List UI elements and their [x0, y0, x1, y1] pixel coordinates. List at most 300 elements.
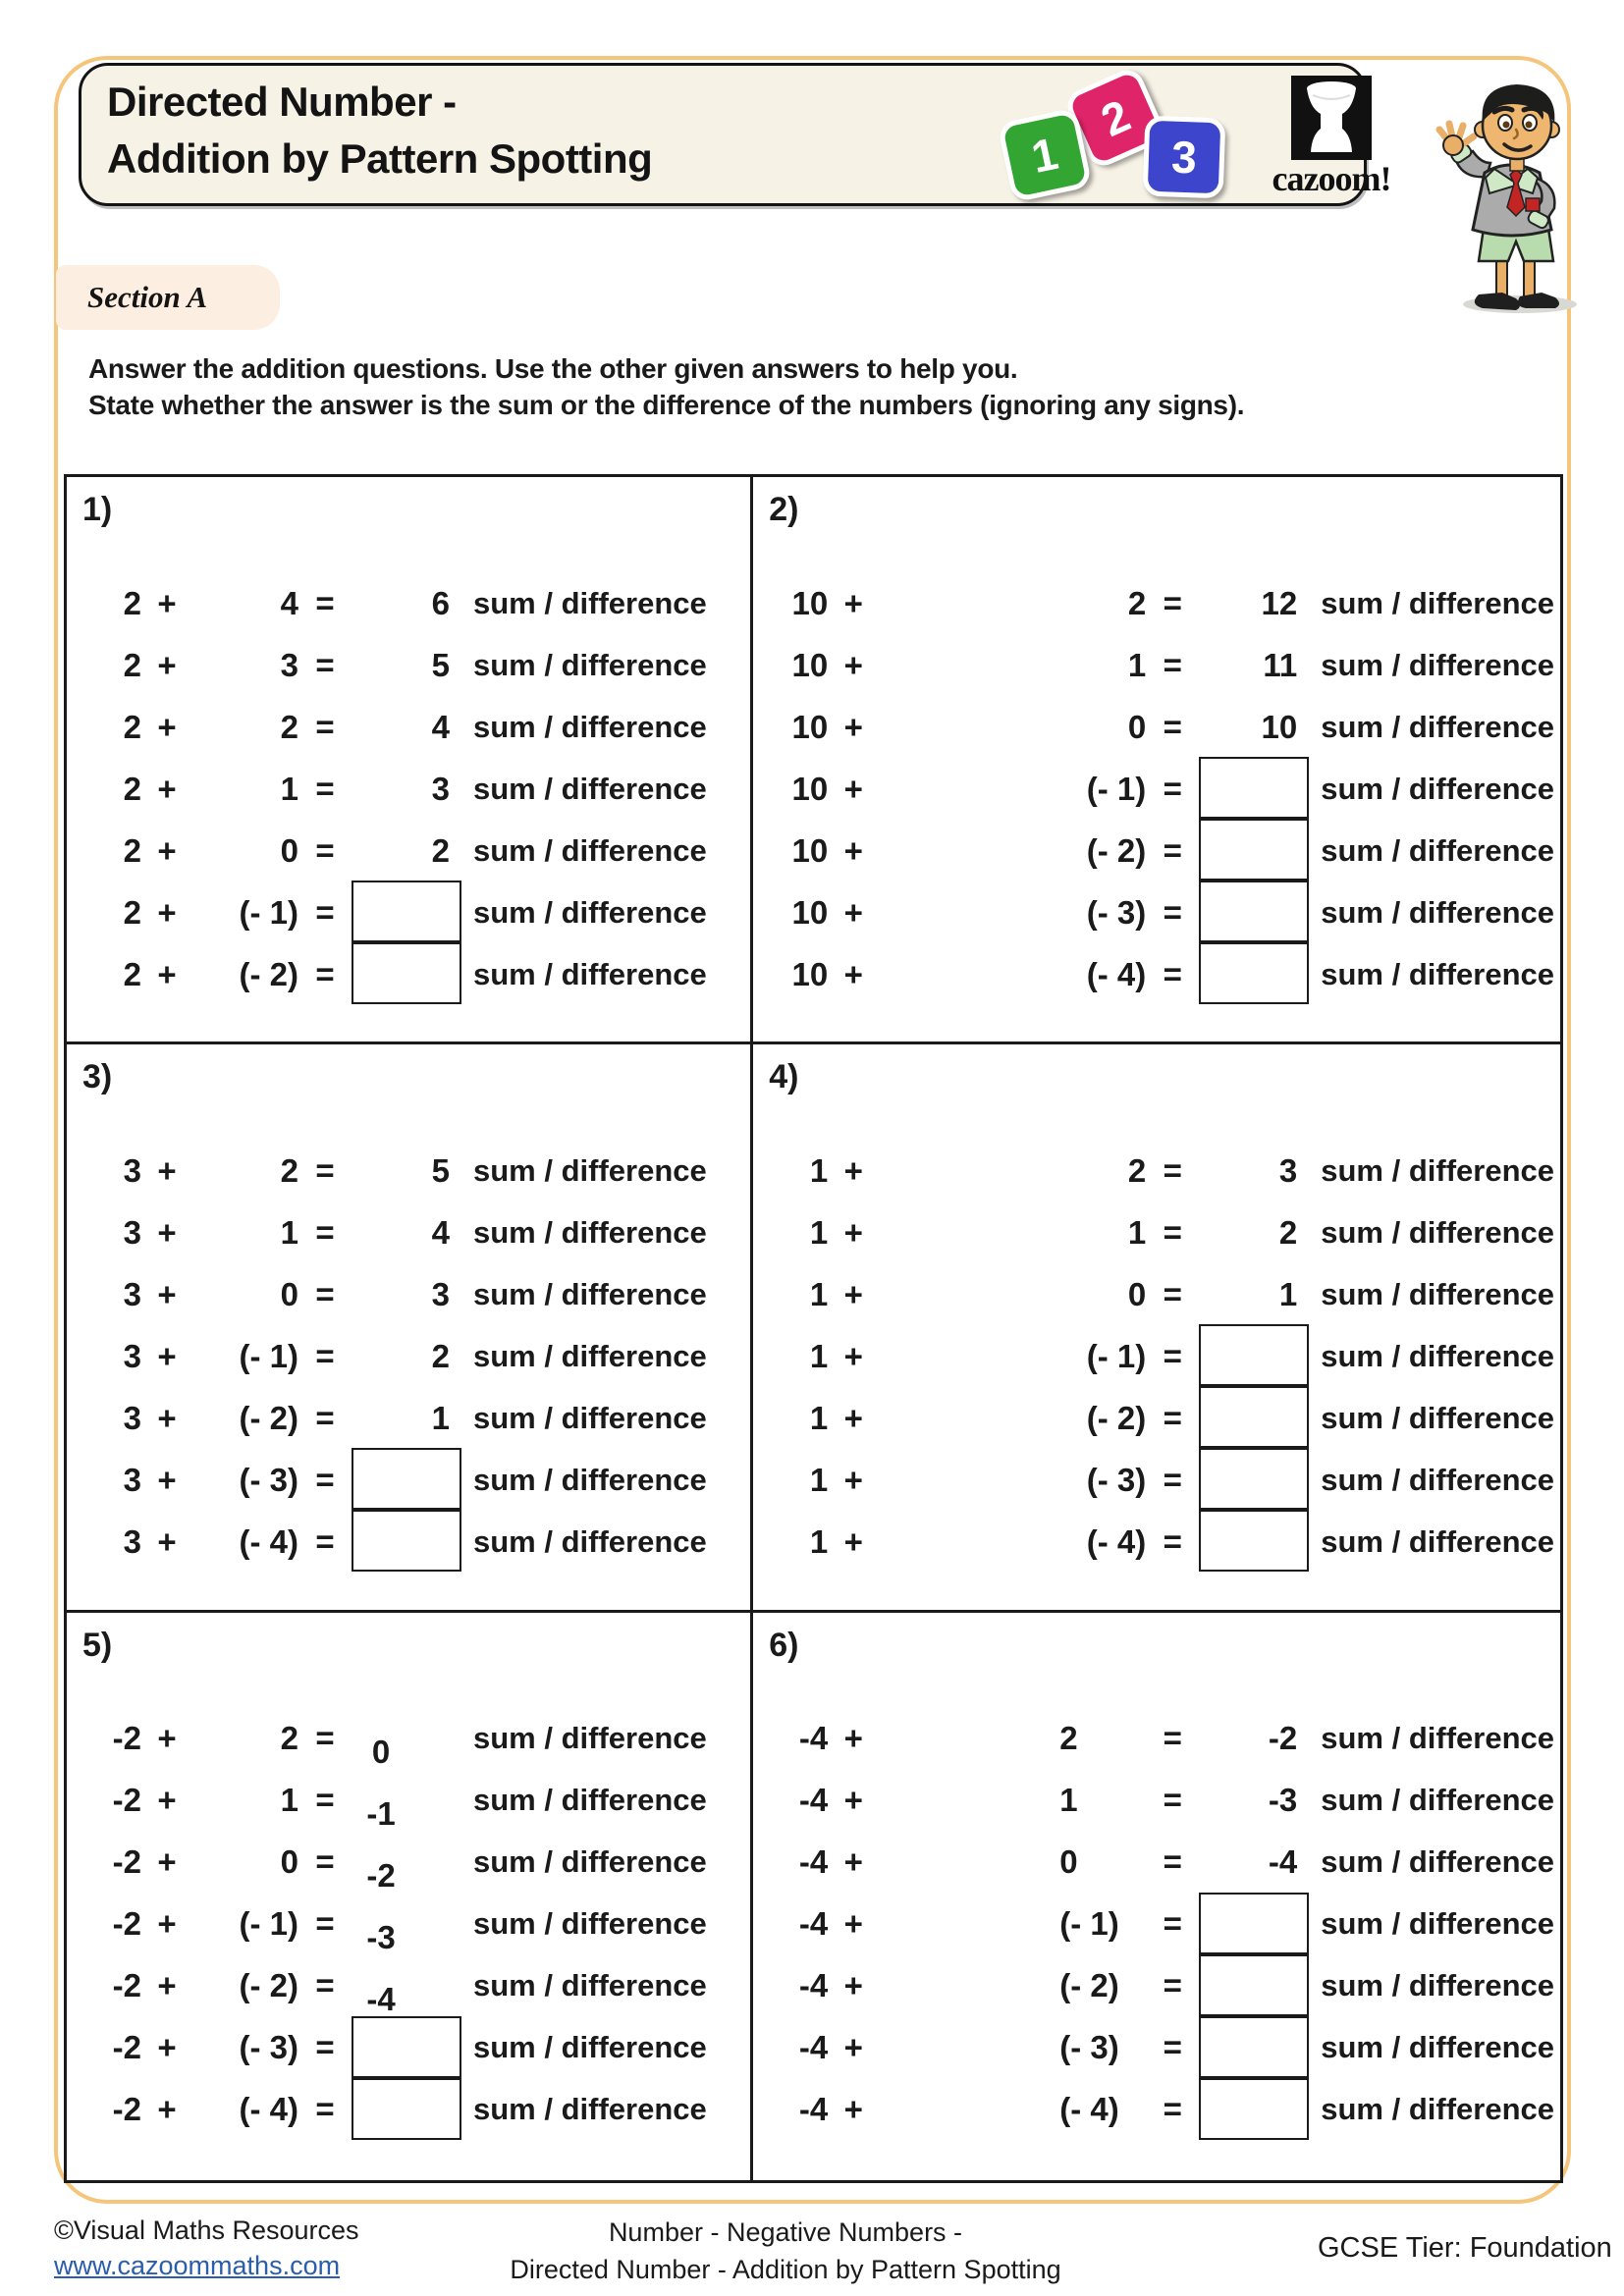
operand-1: 3	[123, 1213, 141, 1251]
sum-difference-label: sum / difference	[473, 709, 707, 744]
answer-box[interactable]	[1199, 942, 1309, 1004]
operand-1: 10	[791, 955, 829, 992]
problem-row	[94, 696, 744, 758]
operand-1: -4	[798, 1782, 829, 1819]
sum-difference-label: sum / difference	[1321, 2092, 1554, 2127]
plus-operator: +	[843, 1151, 863, 1189]
answer-value: 4	[431, 708, 450, 745]
problem-row	[94, 2079, 744, 2141]
operand-2: (- 4)	[1059, 2091, 1119, 2128]
number-tile-1	[997, 107, 1092, 202]
plus-operator: +	[157, 893, 177, 931]
equals-sign: =	[315, 584, 335, 621]
operand-1: 2	[123, 831, 141, 869]
section-a-label: Section A	[56, 265, 280, 330]
problem-row	[94, 1387, 744, 1449]
problem-row	[94, 1894, 744, 1955]
section-number: 2)	[769, 491, 799, 528]
operand-2: 1	[1059, 1782, 1078, 1819]
sum-difference-label: sum / difference	[1321, 832, 1554, 868]
answer-box[interactable]	[1199, 819, 1309, 881]
operand-2: 2	[1127, 584, 1147, 621]
sum-difference-label: sum / difference	[473, 2030, 707, 2065]
equals-sign: =	[1163, 770, 1182, 807]
boy-icon	[1422, 61, 1595, 318]
answer-value: 5	[431, 1151, 450, 1189]
operand-1: -4	[798, 1905, 829, 1943]
problem-row	[94, 572, 744, 634]
problem-row	[781, 943, 1554, 1005]
sum-difference-label: sum / difference	[1321, 1783, 1554, 1818]
plus-operator: +	[157, 770, 177, 807]
operand-2: (- 4)	[239, 1522, 298, 1560]
plus-operator: +	[843, 1522, 863, 1560]
operand-1: 10	[791, 831, 829, 869]
problem-section	[67, 1044, 753, 1612]
operand-2: 0	[1127, 1275, 1147, 1312]
plus-operator: +	[157, 1275, 177, 1312]
equals-sign: =	[315, 1213, 335, 1251]
equals-sign: =	[1163, 1967, 1182, 2004]
plus-operator: +	[157, 831, 177, 869]
sum-difference-label: sum / difference	[473, 1338, 707, 1373]
answer-value: 1	[431, 1399, 450, 1436]
problem-row	[94, 1770, 744, 1832]
section-rows	[781, 1708, 1554, 2141]
answer-box[interactable]	[352, 2078, 461, 2140]
equals-sign: =	[315, 1275, 335, 1312]
section-number: 1)	[82, 491, 113, 528]
problem-row	[94, 1832, 744, 1894]
problem-row	[781, 2079, 1554, 2141]
plus-operator: +	[843, 708, 863, 745]
sum-difference-label: sum / difference	[473, 771, 707, 806]
answer-value: 3	[431, 770, 450, 807]
operand-1: 3	[123, 1399, 141, 1436]
problem-row	[781, 1325, 1554, 1387]
sum-difference-label: sum / difference	[1321, 771, 1554, 806]
plus-operator: +	[843, 584, 863, 621]
problem-row	[781, 758, 1554, 820]
equals-sign: =	[315, 1905, 335, 1943]
answer-value: 6	[431, 584, 450, 621]
plus-operator: +	[843, 770, 863, 807]
plus-operator: +	[157, 2091, 177, 2128]
plus-operator: +	[843, 2029, 863, 2066]
sum-difference-label: sum / difference	[1321, 1844, 1554, 1880]
sum-difference-label: sum / difference	[1321, 1400, 1554, 1435]
problem-section	[753, 1044, 1560, 1612]
operand-1: 1	[809, 1522, 829, 1560]
problem-row	[781, 1894, 1554, 1955]
answer-value: -2	[366, 1857, 396, 1895]
answer-box[interactable]	[352, 2016, 461, 2078]
equals-sign: =	[1163, 646, 1182, 683]
problem-section	[753, 477, 1560, 1044]
operand-2: 2	[280, 1720, 298, 1757]
plus-operator: +	[843, 1782, 863, 1819]
sum-difference-label: sum / difference	[1321, 1906, 1554, 1942]
operand-2: (- 3)	[1059, 2029, 1119, 2066]
problem-row	[781, 1263, 1554, 1325]
plus-operator: +	[843, 1275, 863, 1312]
answer-value: 0	[371, 1734, 391, 1771]
problem-row	[94, 1955, 744, 2017]
equals-sign: =	[315, 2091, 335, 2128]
operand-2: 1	[1127, 646, 1147, 683]
answer-value: -4	[1268, 1843, 1298, 1881]
plus-operator: +	[843, 646, 863, 683]
sum-difference-label: sum / difference	[473, 1721, 707, 1756]
answer-box[interactable]	[1199, 1954, 1309, 2016]
operand-2: (- 2)	[1086, 1399, 1147, 1436]
sum-difference-label: sum / difference	[1321, 647, 1554, 682]
page-title	[107, 74, 652, 187]
plus-operator: +	[157, 1461, 177, 1498]
answer-value: 1	[1278, 1275, 1298, 1312]
answer-box[interactable]	[1199, 2078, 1309, 2140]
plus-operator: +	[157, 1967, 177, 2004]
answer-box[interactable]	[352, 942, 461, 1004]
plus-operator: +	[843, 831, 863, 869]
problem-row	[781, 1832, 1554, 1894]
answer-value: -3	[1268, 1782, 1298, 1819]
operand-1: 10	[791, 770, 829, 807]
sum-difference-label: sum / difference	[1321, 1523, 1554, 1559]
operand-1: -4	[798, 2029, 829, 2066]
plus-operator: +	[157, 1337, 177, 1374]
copyright-text: ©Visual Maths Resources	[54, 2216, 359, 2245]
operand-1: -2	[112, 2091, 141, 2128]
answer-value: -4	[366, 1981, 396, 2018]
plus-operator: +	[843, 1337, 863, 1374]
equals-sign: =	[1163, 2091, 1182, 2128]
operand-1: 10	[791, 708, 829, 745]
section-rows	[94, 1708, 744, 2141]
answer-value: -3	[366, 1919, 396, 1956]
answer-value: 2	[431, 1337, 450, 1374]
operand-1: 1	[809, 1337, 829, 1374]
operand-2: (- 3)	[239, 2029, 298, 2066]
operand-2: (- 3)	[1086, 1461, 1147, 1498]
instructions	[88, 351, 1244, 424]
sum-difference-label: sum / difference	[473, 647, 707, 682]
cazoom-brand-text: cazoom!	[1272, 159, 1391, 198]
equals-sign: =	[1163, 708, 1182, 745]
plus-operator: +	[843, 1461, 863, 1498]
website-link[interactable]: www.cazoommaths.com	[54, 2251, 341, 2281]
answer-value: 12	[1261, 584, 1298, 621]
problem-row	[781, 1201, 1554, 1263]
operand-2: (- 2)	[1059, 1967, 1119, 2004]
plus-operator: +	[843, 1399, 863, 1436]
equals-sign: =	[1163, 1461, 1182, 1498]
operand-1: 10	[791, 584, 829, 621]
equals-sign: =	[315, 1461, 335, 1498]
operand-2: 1	[280, 770, 298, 807]
operand-1: 1	[809, 1213, 829, 1251]
page-title-line-2: Addition by Pattern Spotting	[107, 134, 653, 182]
operand-2: (- 1)	[1086, 770, 1147, 807]
number-tile-3	[1143, 116, 1226, 199]
sum-difference-label: sum / difference	[1321, 956, 1554, 991]
equals-sign: =	[315, 1782, 335, 1819]
mascot-boy-illustration	[1422, 61, 1595, 323]
answer-box[interactable]	[1199, 881, 1309, 942]
tile-digit: 2	[1093, 89, 1138, 146]
operand-1: -2	[112, 1720, 141, 1757]
operand-1: -2	[112, 1843, 141, 1881]
operand-2: (- 1)	[1059, 1905, 1119, 1943]
operand-1: 2	[123, 893, 141, 931]
section-rows	[781, 572, 1554, 1005]
plus-operator: +	[157, 1905, 177, 1943]
problem-row	[781, 572, 1554, 634]
sum-difference-label: sum / difference	[1321, 1338, 1554, 1373]
equals-sign: =	[1163, 1275, 1182, 1312]
problem-row	[781, 1449, 1554, 1511]
operand-1: -4	[798, 1967, 829, 2004]
section-number: 5)	[82, 1626, 113, 1664]
operand-2: 0	[280, 1843, 298, 1881]
problem-row	[781, 696, 1554, 758]
problem-row	[781, 1511, 1554, 1573]
operand-1: -2	[112, 1905, 141, 1943]
plus-operator: +	[157, 1843, 177, 1881]
answer-box[interactable]	[352, 881, 461, 942]
section-rows	[781, 1140, 1554, 1573]
operand-2: 0	[280, 1275, 298, 1312]
operand-2: 1	[280, 1213, 298, 1251]
operand-2: (- 3)	[239, 1461, 298, 1498]
sum-difference-label: sum / difference	[1321, 2030, 1554, 2065]
cazoom-logo	[1248, 76, 1415, 198]
plus-operator: +	[157, 1151, 177, 1189]
problem-row	[94, 758, 744, 820]
plus-operator: +	[157, 646, 177, 683]
equals-sign: =	[1163, 584, 1182, 621]
equals-sign: =	[315, 1843, 335, 1881]
operand-2: 1	[280, 1782, 298, 1819]
plus-operator: +	[157, 1522, 177, 1560]
operand-1: 1	[809, 1399, 829, 1436]
sum-difference-label: sum / difference	[1321, 1214, 1554, 1250]
operand-1: 2	[123, 770, 141, 807]
problem-row	[781, 1387, 1554, 1449]
operand-2: 0	[1127, 708, 1147, 745]
answer-box[interactable]	[352, 1448, 461, 1510]
sum-difference-label: sum / difference	[1321, 1276, 1554, 1311]
operand-1: 1	[809, 1461, 829, 1498]
equals-sign: =	[1163, 1843, 1182, 1881]
problem-row	[781, 1140, 1554, 1201]
answer-box[interactable]	[352, 1510, 461, 1572]
answer-value: 2	[1278, 1213, 1298, 1251]
instruction-line-2: State whether the answer is the sum or the difference of the numbers (ignoring any signs).	[88, 389, 1245, 420]
operand-2: (- 3)	[1086, 893, 1147, 931]
sum-difference-label: sum / difference	[473, 1462, 707, 1497]
sum-difference-label: sum / difference	[473, 2092, 707, 2127]
operand-1: 1	[809, 1275, 829, 1312]
operand-1: -2	[112, 2029, 141, 2066]
answer-box[interactable]	[1199, 1510, 1309, 1572]
operand-1: 3	[123, 1461, 141, 1498]
answer-box[interactable]	[1199, 1324, 1309, 1386]
plus-operator: +	[843, 1843, 863, 1881]
gcse-tier-label: GCSE Tier: Foundation	[1318, 2232, 1612, 2264]
equals-sign: =	[1163, 893, 1182, 931]
equals-sign: =	[1163, 1720, 1182, 1757]
operand-1: 3	[123, 1522, 141, 1560]
answer-value: 5	[431, 646, 450, 683]
sum-difference-label: sum / difference	[1321, 585, 1554, 620]
section-number: 4)	[769, 1058, 799, 1096]
operand-1: 10	[791, 893, 829, 931]
plus-operator: +	[843, 1905, 863, 1943]
sum-difference-label: sum / difference	[1321, 894, 1554, 930]
problem-section	[67, 1613, 753, 2180]
operand-2: 0	[1059, 1843, 1078, 1881]
footer-left	[54, 2213, 359, 2284]
equals-sign: =	[1163, 955, 1182, 992]
answer-value: 3	[1278, 1151, 1298, 1189]
instruction-line-1: Answer the addition questions. Use the other given answers to help you.	[88, 353, 1018, 384]
operand-2: 2	[280, 708, 298, 745]
plus-operator: +	[157, 1213, 177, 1251]
problem-section	[67, 477, 753, 1044]
djembe-drum-icon	[1291, 76, 1372, 160]
operand-1: 3	[123, 1337, 141, 1374]
problem-row	[94, 2017, 744, 2079]
sum-difference-label: sum / difference	[473, 585, 707, 620]
equals-sign: =	[315, 893, 335, 931]
problem-section	[753, 1613, 1560, 2180]
answer-value: -1	[366, 1795, 396, 1833]
operand-2: (- 2)	[239, 1399, 298, 1436]
answer-box[interactable]	[1199, 1448, 1309, 1510]
equals-sign: =	[315, 770, 335, 807]
answer-value: 3	[431, 1275, 450, 1312]
equals-sign: =	[315, 1967, 335, 2004]
answer-value: 4	[431, 1213, 450, 1251]
answer-box[interactable]	[1199, 2016, 1309, 2078]
operand-1: -4	[798, 1843, 829, 1881]
operand-2: (- 1)	[239, 1905, 298, 1943]
operand-2: (- 4)	[239, 2091, 298, 2128]
operand-1: -2	[112, 1782, 141, 1819]
sum-difference-label: sum / difference	[1321, 709, 1554, 744]
answer-value: 11	[1263, 646, 1298, 683]
operand-1: 2	[123, 708, 141, 745]
plus-operator: +	[843, 955, 863, 992]
operand-1: 2	[123, 955, 141, 992]
equals-sign: =	[1163, 1151, 1182, 1189]
plus-operator: +	[157, 708, 177, 745]
problem-row	[94, 634, 744, 696]
problem-row	[94, 943, 744, 1005]
sum-difference-label: sum / difference	[473, 1906, 707, 1942]
problem-row	[781, 634, 1554, 696]
operand-2: 2	[1059, 1720, 1078, 1757]
equals-sign: =	[1163, 2029, 1182, 2066]
problem-row	[781, 820, 1554, 881]
operand-2: (- 2)	[239, 1967, 298, 2004]
section-number: 3)	[82, 1058, 113, 1096]
equals-sign: =	[315, 1337, 335, 1374]
sum-difference-label: sum / difference	[1321, 1968, 1554, 2003]
sum-difference-label: sum / difference	[473, 1523, 707, 1559]
sum-difference-label: sum / difference	[473, 1276, 707, 1311]
problem-row	[94, 1325, 744, 1387]
equals-sign: =	[315, 2029, 335, 2066]
problem-row	[781, 1955, 1554, 2017]
equals-sign: =	[1163, 1905, 1182, 1943]
plus-operator: +	[843, 2091, 863, 2128]
answer-box[interactable]	[1199, 757, 1309, 819]
plus-operator: +	[157, 955, 177, 992]
sum-difference-label: sum / difference	[473, 1844, 707, 1880]
operand-2: 1	[1127, 1213, 1147, 1251]
operand-1: 2	[123, 646, 141, 683]
equals-sign: =	[315, 1151, 335, 1189]
problems-grid	[64, 474, 1563, 2183]
operand-2: 0	[280, 831, 298, 869]
sum-difference-label: sum / difference	[473, 894, 707, 930]
problem-row	[94, 1708, 744, 1770]
sum-difference-label: sum / difference	[473, 1400, 707, 1435]
answer-box[interactable]	[1199, 1893, 1309, 1954]
answer-box[interactable]	[1199, 1386, 1309, 1448]
equals-sign: =	[1163, 1522, 1182, 1560]
title-box	[79, 63, 1391, 206]
problem-row	[94, 1263, 744, 1325]
section-number: 6)	[769, 1626, 799, 1664]
plus-operator: +	[157, 1782, 177, 1819]
operand-1: -4	[798, 1720, 829, 1757]
sum-difference-label: sum / difference	[1321, 1721, 1554, 1756]
operand-1: -4	[798, 2091, 829, 2128]
operand-2: (- 1)	[1086, 1337, 1147, 1374]
plus-operator: +	[157, 1399, 177, 1436]
operand-2: (- 4)	[1086, 1522, 1147, 1560]
sum-difference-label: sum / difference	[473, 1783, 707, 1818]
equals-sign: =	[1163, 831, 1182, 869]
sum-difference-label: sum / difference	[473, 1214, 707, 1250]
plus-operator: +	[157, 2029, 177, 2066]
sum-difference-label: sum / difference	[473, 832, 707, 868]
equals-sign: =	[315, 955, 335, 992]
problem-row	[94, 1140, 744, 1201]
problem-row	[781, 1770, 1554, 1832]
plus-operator: +	[157, 1720, 177, 1757]
sum-difference-label: sum / difference	[473, 1152, 707, 1188]
operand-2: 3	[280, 646, 298, 683]
equals-sign: =	[1163, 1782, 1182, 1819]
operand-1: -2	[112, 1967, 141, 2004]
tile-digit: 3	[1170, 131, 1198, 184]
equals-sign: =	[315, 1399, 335, 1436]
plus-operator: +	[843, 1213, 863, 1251]
sum-difference-label: sum / difference	[473, 1968, 707, 2003]
equals-sign: =	[315, 1522, 335, 1560]
problem-row	[94, 1201, 744, 1263]
equals-sign: =	[1163, 1337, 1182, 1374]
problem-row	[94, 1449, 744, 1511]
problem-row	[94, 1511, 744, 1573]
operand-2: (- 1)	[239, 1337, 298, 1374]
equals-sign: =	[1163, 1399, 1182, 1436]
plus-operator: +	[843, 893, 863, 931]
